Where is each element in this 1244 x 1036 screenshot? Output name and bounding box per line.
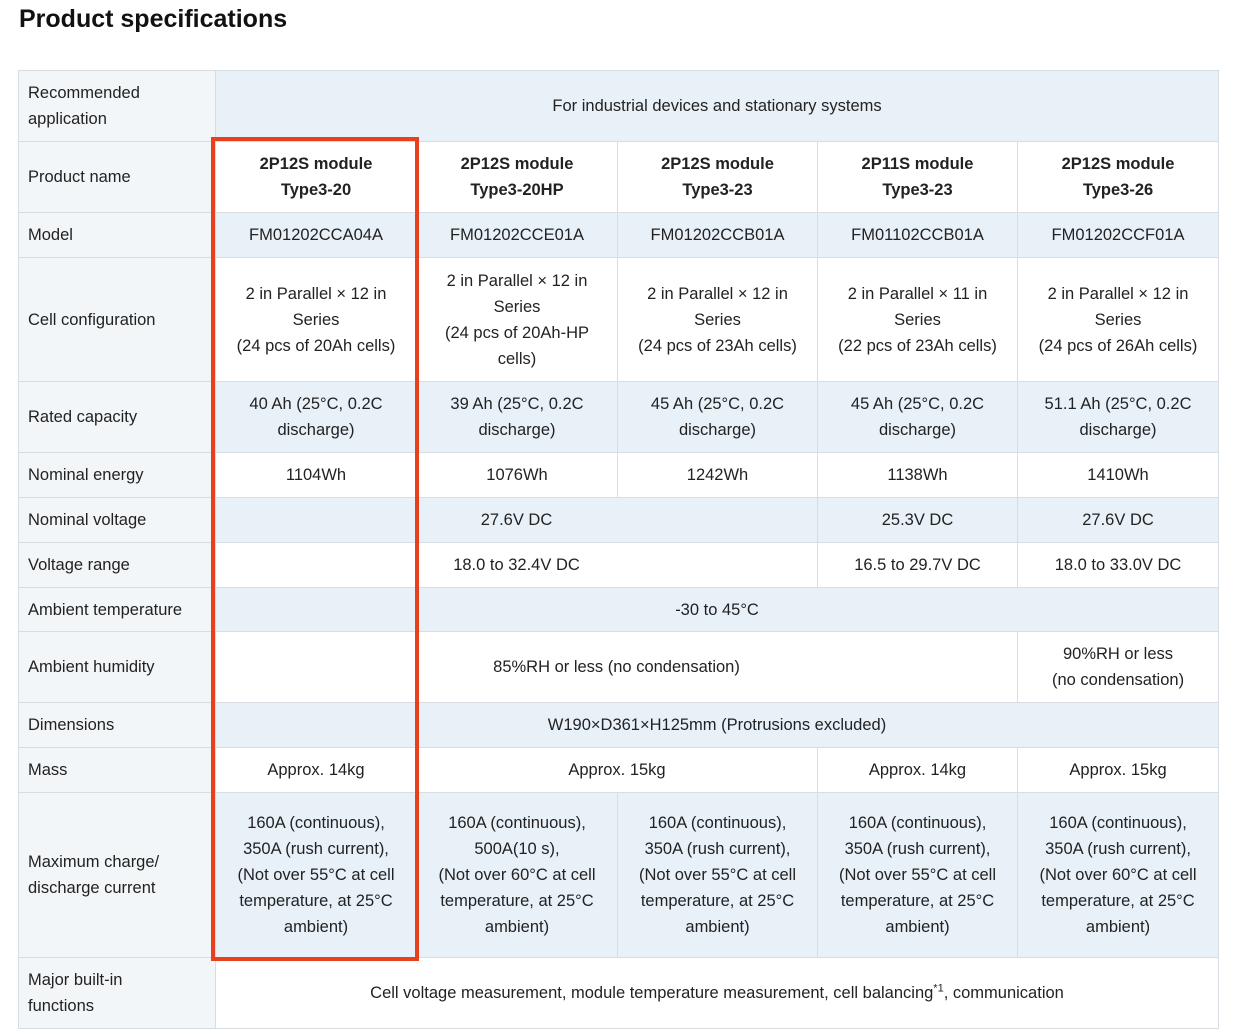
capacity-cell: 45 Ah (25°C, 0.2C discharge) bbox=[618, 382, 818, 453]
row-dimensions bbox=[19, 703, 1219, 748]
cell-config-cell: 2 in Parallel × 12 in Series (24 pcs of 20Ah-HP cells) bbox=[417, 258, 618, 382]
ambient-humidity-cell: 90%RH or less (no condensation) bbox=[1018, 632, 1219, 703]
current-cell: 160A (continuous), 350A (rush current), (Not over 60°C at cell temperature, at 25°C ambient) bbox=[1018, 793, 1219, 958]
current-cell: 160A (continuous), 350A (rush current), (Not over 55°C at cell temperature, at 25°C ambient) bbox=[618, 793, 818, 958]
row-product-name bbox=[19, 142, 1219, 213]
row-label-model: Model bbox=[19, 213, 216, 258]
cell-config-cell: 2 in Parallel × 12 in Series (24 pcs of 26Ah cells) bbox=[1018, 258, 1219, 382]
model-cell: FM01102CCB01A bbox=[818, 213, 1018, 258]
model-cell: FM01202CCA04A bbox=[216, 213, 417, 258]
row-label-ambient-temperature: Ambient temperature bbox=[19, 588, 216, 632]
voltage-range-cell: 18.0 to 33.0V DC bbox=[1018, 543, 1219, 588]
cell-config-cell: 2 in Parallel × 12 in Series (24 pcs of 20Ah cells) bbox=[216, 258, 417, 382]
mass-cell: Approx. 15kg bbox=[417, 748, 818, 793]
row-rated-capacity bbox=[19, 382, 1219, 453]
built-in-functions-cell: Cell voltage measurement, module temperature measurement, cell balancing$^{*1}$, communication bbox=[216, 958, 1219, 1029]
row-voltage-range bbox=[19, 543, 1219, 588]
product-name-cell: 2P12S module Type3-20HP bbox=[417, 142, 618, 213]
nominal-voltage-cell: 27.6V DC bbox=[216, 498, 818, 543]
application-value: For industrial devices and stationary systems bbox=[216, 71, 1219, 142]
row-label-nominal-energy: Nominal energy bbox=[19, 453, 216, 498]
nominal-voltage-cell: 27.6V DC bbox=[1018, 498, 1219, 543]
energy-cell: 1242Wh bbox=[618, 453, 818, 498]
nominal-voltage-cell: 25.3V DC bbox=[818, 498, 1018, 543]
row-nominal-voltage bbox=[19, 498, 1219, 543]
capacity-cell: 40 Ah (25°C, 0.2C discharge) bbox=[216, 382, 417, 453]
product-name-cell: 2P12S module Type3-26 bbox=[1018, 142, 1219, 213]
current-cell: 160A (continuous), 350A (rush current), (Not over 55°C at cell temperature, at 25°C ambient) bbox=[216, 793, 417, 958]
ambient-temperature-cell: -30 to 45°C bbox=[216, 588, 1219, 632]
product-name-cell: 2P12S module Type3-20 bbox=[216, 142, 417, 213]
row-label-cell-configuration: Cell configuration bbox=[19, 258, 216, 382]
row-label-ambient-humidity: Ambient humidity bbox=[19, 632, 216, 703]
page-title: Product specifications bbox=[19, 5, 288, 33]
capacity-cell: 39 Ah (25°C, 0.2C discharge) bbox=[417, 382, 618, 453]
energy-cell: 1138Wh bbox=[818, 453, 1018, 498]
row-mass bbox=[19, 748, 1219, 793]
row-ambient-humidity bbox=[19, 632, 1219, 703]
row-label-application: Recommended application bbox=[19, 71, 216, 142]
voltage-range-cell: 16.5 to 29.7V DC bbox=[818, 543, 1018, 588]
row-label-mass: Mass bbox=[19, 748, 216, 793]
product-name-cell: 2P11S module Type3-23 bbox=[818, 142, 1018, 213]
row-label-rated-capacity: Rated capacity bbox=[19, 382, 216, 453]
row-label-built-in-functions: Major built-in functions bbox=[19, 958, 216, 1029]
cell-config-cell: 2 in Parallel × 12 in Series (24 pcs of 23Ah cells) bbox=[618, 258, 818, 382]
current-cell: 160A (continuous), 500A(10 s), (Not over 60°C at cell temperature, at 25°C ambient) bbox=[417, 793, 618, 958]
cell-config-cell: 2 in Parallel × 11 in Series (22 pcs of 23Ah cells) bbox=[818, 258, 1018, 382]
row-label-voltage-range: Voltage range bbox=[19, 543, 216, 588]
current-cell: 160A (continuous), 350A (rush current), (Not over 55°C at cell temperature, at 25°C ambient) bbox=[818, 793, 1018, 958]
row-nominal-energy bbox=[19, 453, 1219, 498]
footnote-ref: *1 bbox=[933, 982, 944, 995]
model-cell: FM01202CCB01A bbox=[618, 213, 818, 258]
row-application bbox=[19, 71, 1219, 142]
model-cell: FM01202CCE01A bbox=[417, 213, 618, 258]
row-cell-configuration bbox=[19, 258, 1219, 382]
mass-cell: Approx. 15kg bbox=[1018, 748, 1219, 793]
row-label-nominal-voltage: Nominal voltage bbox=[19, 498, 216, 543]
model-cell: FM01202CCF01A bbox=[1018, 213, 1219, 258]
capacity-cell: 45 Ah (25°C, 0.2C discharge) bbox=[818, 382, 1018, 453]
row-label-product-name: Product name bbox=[19, 142, 216, 213]
row-built-in-functions bbox=[19, 958, 1219, 1029]
row-label-dimensions: Dimensions bbox=[19, 703, 216, 748]
energy-cell: 1104Wh bbox=[216, 453, 417, 498]
product-name-cell: 2P12S module Type3-23 bbox=[618, 142, 818, 213]
dimensions-cell: W190×D361×H125mm (Protrusions excluded) bbox=[216, 703, 1219, 748]
mass-cell: Approx. 14kg bbox=[818, 748, 1018, 793]
energy-cell: 1410Wh bbox=[1018, 453, 1219, 498]
energy-cell: 1076Wh bbox=[417, 453, 618, 498]
row-label-max-current: Maximum charge/ discharge current bbox=[19, 793, 216, 958]
spec-table bbox=[18, 70, 1219, 1029]
row-model bbox=[19, 213, 1219, 258]
row-max-current bbox=[19, 793, 1219, 958]
ambient-humidity-cell: 85%RH or less (no condensation) bbox=[216, 632, 1018, 703]
row-ambient-temperature bbox=[19, 588, 1219, 632]
mass-cell: Approx. 14kg bbox=[216, 748, 417, 793]
voltage-range-cell: 18.0 to 32.4V DC bbox=[216, 543, 818, 588]
capacity-cell: 51.1 Ah (25°C, 0.2C discharge) bbox=[1018, 382, 1219, 453]
